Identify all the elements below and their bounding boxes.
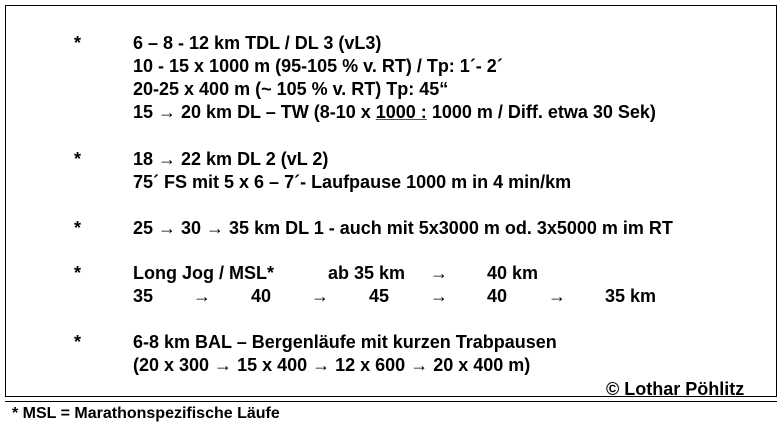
block5-line2: (20 x 300 → 15 x 400 → 12 x 600 → 20 x 400 m): [133, 355, 531, 375]
bullet-4: *: [74, 263, 82, 283]
block4-row-6: 40: [487, 286, 508, 306]
block4-row-1: →: [193, 286, 211, 306]
block5-line1: 6-8 km BAL – Bergenläufe mit kurzen Trabpausen: [133, 332, 557, 352]
block2-line1: 18 → 22 km DL 2 (vL 2): [133, 149, 329, 169]
bullet-3: *: [74, 218, 82, 238]
block4-row-3: →: [311, 286, 329, 306]
block4-target: 40 km: [487, 263, 539, 283]
block4-row-0: 35: [133, 286, 154, 306]
block4-row-2: 40: [251, 286, 272, 306]
block2-line2: 75´ FS mit 5 x 6 – 7´- Laufpause 1000 m in 4 min/km: [133, 172, 572, 192]
block4-row-4: 45: [369, 286, 390, 306]
block3-line1: 25 → 30 → 35 km DL 1 - auch mit 5x3000 m od. 3x5000 m im RT: [133, 218, 673, 238]
block1-line4-underlined: 1000 :: [375, 102, 427, 122]
block1-line4: [133, 101, 656, 123]
block1-line4-post: 1000 m / Diff. etwa 30 Sek): [426, 102, 656, 122]
block4-ab: ab 35 km: [328, 263, 406, 283]
bullet-5: *: [74, 332, 82, 352]
block4-label: Long Jog / MSL*: [133, 263, 274, 283]
bullet-1: *: [74, 33, 82, 53]
block1-line2: 10 - 15 x 1000 m (95-105 % v. RT) / Tp: 1´- 2´: [133, 56, 503, 76]
block1-line3: 20-25 x 400 m (~ 105 % v. RT) Tp: 45“: [133, 79, 449, 99]
block4-row-7: →: [548, 286, 566, 306]
block1-line4-pre: 15 → 20 km DL – TW (8-10 x: [133, 102, 376, 122]
divider: [5, 401, 777, 402]
block4-arrow: →: [430, 263, 448, 283]
bullet-2: *: [74, 149, 82, 169]
block4-row-8: 35 km: [605, 286, 657, 306]
copyright-text: © Lothar Pöhlitz: [606, 379, 745, 399]
footnote: * MSL = Marathonspezifische Läufe: [12, 405, 280, 422]
block1-line1: 6 – 8 - 12 km TDL / DL 3 (vL3): [133, 33, 382, 53]
block4-row-5: →: [430, 286, 448, 306]
